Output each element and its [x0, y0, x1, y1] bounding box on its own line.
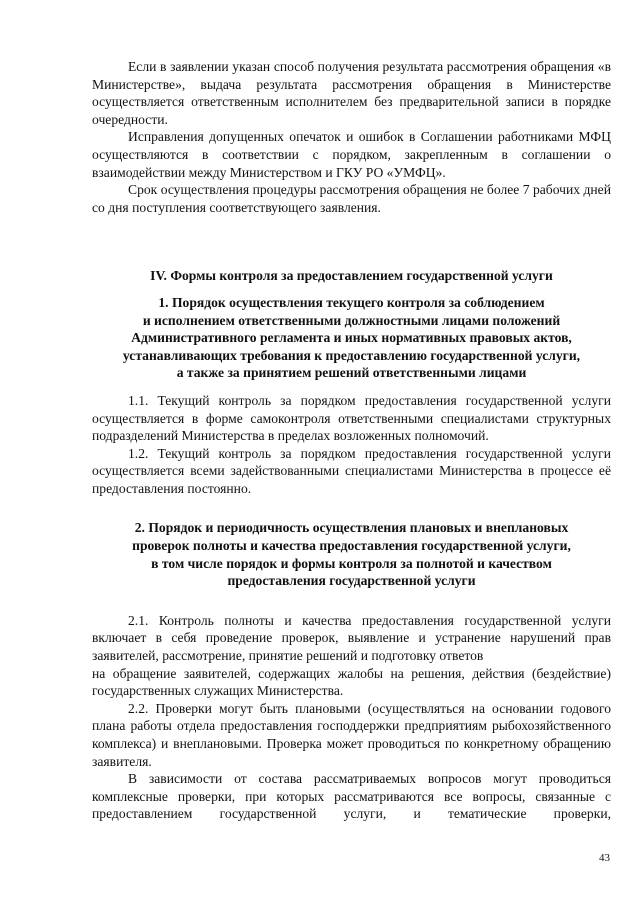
- paragraph-2-2-continued: В зависимости от состава рассматриваемых вопросов могут проводиться комплексные проверки, при которых рассматриваются все вопросы, связанные с предоставлением государственной услуги, и тематические проверки,: [92, 771, 611, 822]
- paragraph-deadline: Срок осуществления процедуры рассмотрения обращения не более 7 рабочих дней со дня поступления соответствующего заявления.: [92, 182, 611, 215]
- paragraph-1-1: 1.1. Текущий контроль за порядком предоставления государственной услуги осуществляется в форме самоконтроля ответственными специалистами структурных подразделений Министерства в пределах возложенных полномочий.: [92, 392, 611, 444]
- subsection-1-title-line: устанавливающих требования к предоставлению государственной услуги,: [122, 347, 581, 363]
- document-page: [92, 58, 611, 823]
- paragraph-result-delivery: Если в заявлении указан способ получения результата рассмотрения обращения «в Министерстве», выдача результата рассмотрения обращения в Министерстве осуществляется ответственным исполнителем без предварительной записи в порядке очередности.: [92, 59, 611, 127]
- subsection-2-title-line: 2. Порядок и периодичность осуществления плановых и внеплановых: [134, 520, 569, 536]
- paragraph-corrections: Исправления допущенных опечаток и ошибок в Соглашении работниками МФЦ осуществляются в соответствии с порядком, закрепленным в соглашении о взаимодействии между Министерством и ГКУ РО «УМФЦ».: [92, 129, 611, 180]
- section-title: IV. Формы контроля за предоставлением государственной услуги: [150, 268, 553, 284]
- subsection-1-title-line: а также за принятием решений ответственными лицами: [176, 365, 527, 381]
- paragraph-2-1-part2: на обращение заявителей, содержащих жалобы на решения, действия (бездействие) государственных служащих Министерства.: [92, 665, 611, 699]
- subsection-2-title: [92, 519, 611, 589]
- subsection-1-title-line: и исполнением ответственными должностными лицами положений: [142, 312, 561, 328]
- subsection-2-title-line: проверок полноты и качества предоставления государственной услуги,: [132, 538, 571, 554]
- subsection-1-title: [92, 294, 611, 382]
- subsection-2-title-line: предоставления государственной услуги: [227, 573, 476, 589]
- paragraph-2-2: 2.2. Проверки могут быть плановыми (осуществляться на основании годового плана работы отдела предоставления господдержки предприятиям рыбохозяйственного комплекса) и внеплановыми. Проверка может проводиться по конкретному обращению заявителя.: [92, 700, 611, 769]
- paragraph-2-1-part1: 2.1. Контроль полноты и качества предоставления государственной услуги включает в себя проведение проверок, выявление и устранение нарушений прав заявителей, рассмотрение, принятие решений и подготовку ответов: [92, 612, 611, 664]
- paragraph-1-2: 1.2. Текущий контроль за порядком предоставления государственной услуги осуществляется всеми задействованными специалистами Министерства в процессе её предоставления постоянно.: [92, 445, 611, 496]
- subsection-1-title-line: 1. Порядок осуществления текущего контроля за соблюдением: [158, 294, 545, 310]
- page-number: 43: [599, 852, 610, 864]
- subsection-1-title-line: Административного регламента и иных нормативных правовых актов,: [131, 330, 572, 346]
- subsection-2-title-line: в том числе порядок и формы контроля за полнотой и качеством: [151, 555, 552, 571]
